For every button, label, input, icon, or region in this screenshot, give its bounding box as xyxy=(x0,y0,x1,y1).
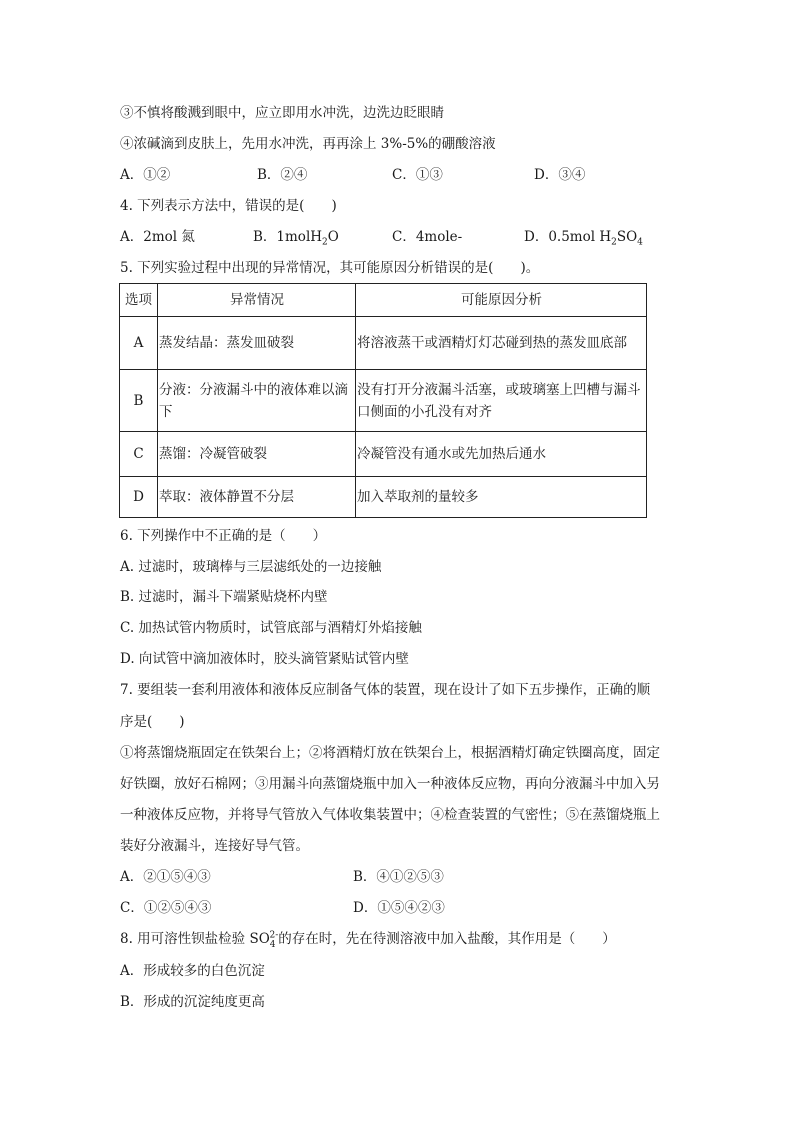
q7-option-c[interactable]: C．①②⑤④③ xyxy=(120,900,212,916)
header-situation: 异常情况 xyxy=(158,284,356,317)
row-situation: 蒸发结晶：蒸发皿破裂 xyxy=(158,317,356,370)
row-cause: 将溶液蒸干或酒精灯灯芯碰到热的蒸发皿底部 xyxy=(356,317,647,370)
prev-option-b[interactable]: B．②④ xyxy=(257,167,308,183)
q8-option-a[interactable]: A．形成较多的白色沉淀 xyxy=(120,963,265,979)
q4-option-c[interactable]: C．4mole- xyxy=(392,229,463,245)
q7-stem-line-2: 序是( ) xyxy=(120,714,185,730)
q4-option-a[interactable]: A．2mol 氮 xyxy=(120,229,195,245)
table-row xyxy=(120,370,647,432)
q8-stem: 8. 用可溶性钡盐检验 $SO_4^{2-}$的存在时，先在待测溶液中加入盐酸，其作用是（ ） xyxy=(120,930,616,950)
q7-body-line-2: 好铁圈，放好石棉网；③用漏斗向蒸馏烧瓶中加入一种液体反应物，再向分液漏斗中加入另 xyxy=(120,776,660,792)
row-option: C xyxy=(120,432,158,477)
q6-option-c[interactable]: C. 加热试管内物质时，试管底部与酒精灯外焰接触 xyxy=(120,620,422,636)
row-cause: 加入萃取剂的量较多 xyxy=(356,477,647,518)
statement-4: ④浓碱滴到皮肤上，先用水冲洗，再再涂上 3%-5%的硼酸溶液 xyxy=(120,136,496,152)
q4-option-d[interactable]: D．0.5mol $H_2SO_4$ xyxy=(524,229,643,248)
header-cause: 可能原因分析 xyxy=(356,284,647,317)
q7-option-d[interactable]: D．①⑤④②③ xyxy=(353,900,445,916)
statement-3: ③不慎将酸溅到眼中，应立即用水冲洗，边洗边眨眼睛 xyxy=(120,105,444,121)
row-situation: 萃取：液体静置不分层 xyxy=(158,477,356,518)
q5-table xyxy=(119,283,647,518)
prev-option-c[interactable]: C．①③ xyxy=(392,167,443,183)
row-option: B xyxy=(120,370,158,432)
q6-option-a[interactable]: A. 过滤时，玻璃棒与三层滤纸处的一边接触 xyxy=(120,559,382,575)
q6-stem: 6. 下列操作中不正确的是（ ） xyxy=(120,528,327,544)
table-header-row xyxy=(120,284,647,317)
row-cause: 冷凝管没有通水或先加热后通水 xyxy=(356,432,647,477)
prev-option-a[interactable]: A．①② xyxy=(120,167,171,183)
row-cause: 没有打开分液漏斗活塞，或玻璃塞上凹槽与漏斗 口侧面的小孔没有对齐 xyxy=(356,370,647,432)
q5-stem: 5. 下列实验过程中出现的异常情况，其可能原因分析错误的是( )。 xyxy=(120,260,540,276)
header-option: 选项 xyxy=(120,284,158,317)
q7-stem-line-1: 7. 要组装一套利用液体和液体反应制备气体的装置，现在设计了如下五步操作，正确的顺 xyxy=(120,682,651,698)
q8-option-b[interactable]: B．形成的沉淀纯度更高 xyxy=(120,994,265,1010)
q7-body-line-1: ①将蒸馏烧瓶固定在铁架台上；②将酒精灯放在铁架台上，根据酒精灯确定铁圈高度，固定 xyxy=(120,745,660,761)
q6-option-b[interactable]: B. 过滤时，漏斗下端紧贴烧杯内壁 xyxy=(120,589,328,605)
table-row xyxy=(120,432,647,477)
q4-stem: 4. 下列表示方法中，错误的是( ) xyxy=(120,198,337,214)
q4-option-b[interactable]: B．1molH$_2$O xyxy=(253,229,339,248)
q7-body-line-4: 装好分液漏斗，连接好导气管。 xyxy=(120,838,309,854)
prev-option-d[interactable]: D．③④ xyxy=(534,167,586,183)
row-situation: 分液：分液漏斗中的液体难以滴 下 xyxy=(158,370,356,432)
q6-option-d[interactable]: D. 向试管中滴加液体时，胶头滴管紧贴试管内壁 xyxy=(120,651,409,667)
row-option: A xyxy=(120,317,158,370)
table-row xyxy=(120,477,647,518)
row-situation: 蒸馏：冷凝管破裂 xyxy=(158,432,356,477)
q7-option-a[interactable]: A．②①⑤④③ xyxy=(120,869,211,885)
table-row xyxy=(120,317,647,370)
row-option: D xyxy=(120,477,158,518)
q7-body-line-3: 一种液体反应物，并将导气管放入气体收集装置中；④检查装置的气密性；⑤在蒸馏烧瓶上 xyxy=(120,807,660,823)
q7-option-b[interactable]: B．④①②⑤③ xyxy=(353,869,444,885)
